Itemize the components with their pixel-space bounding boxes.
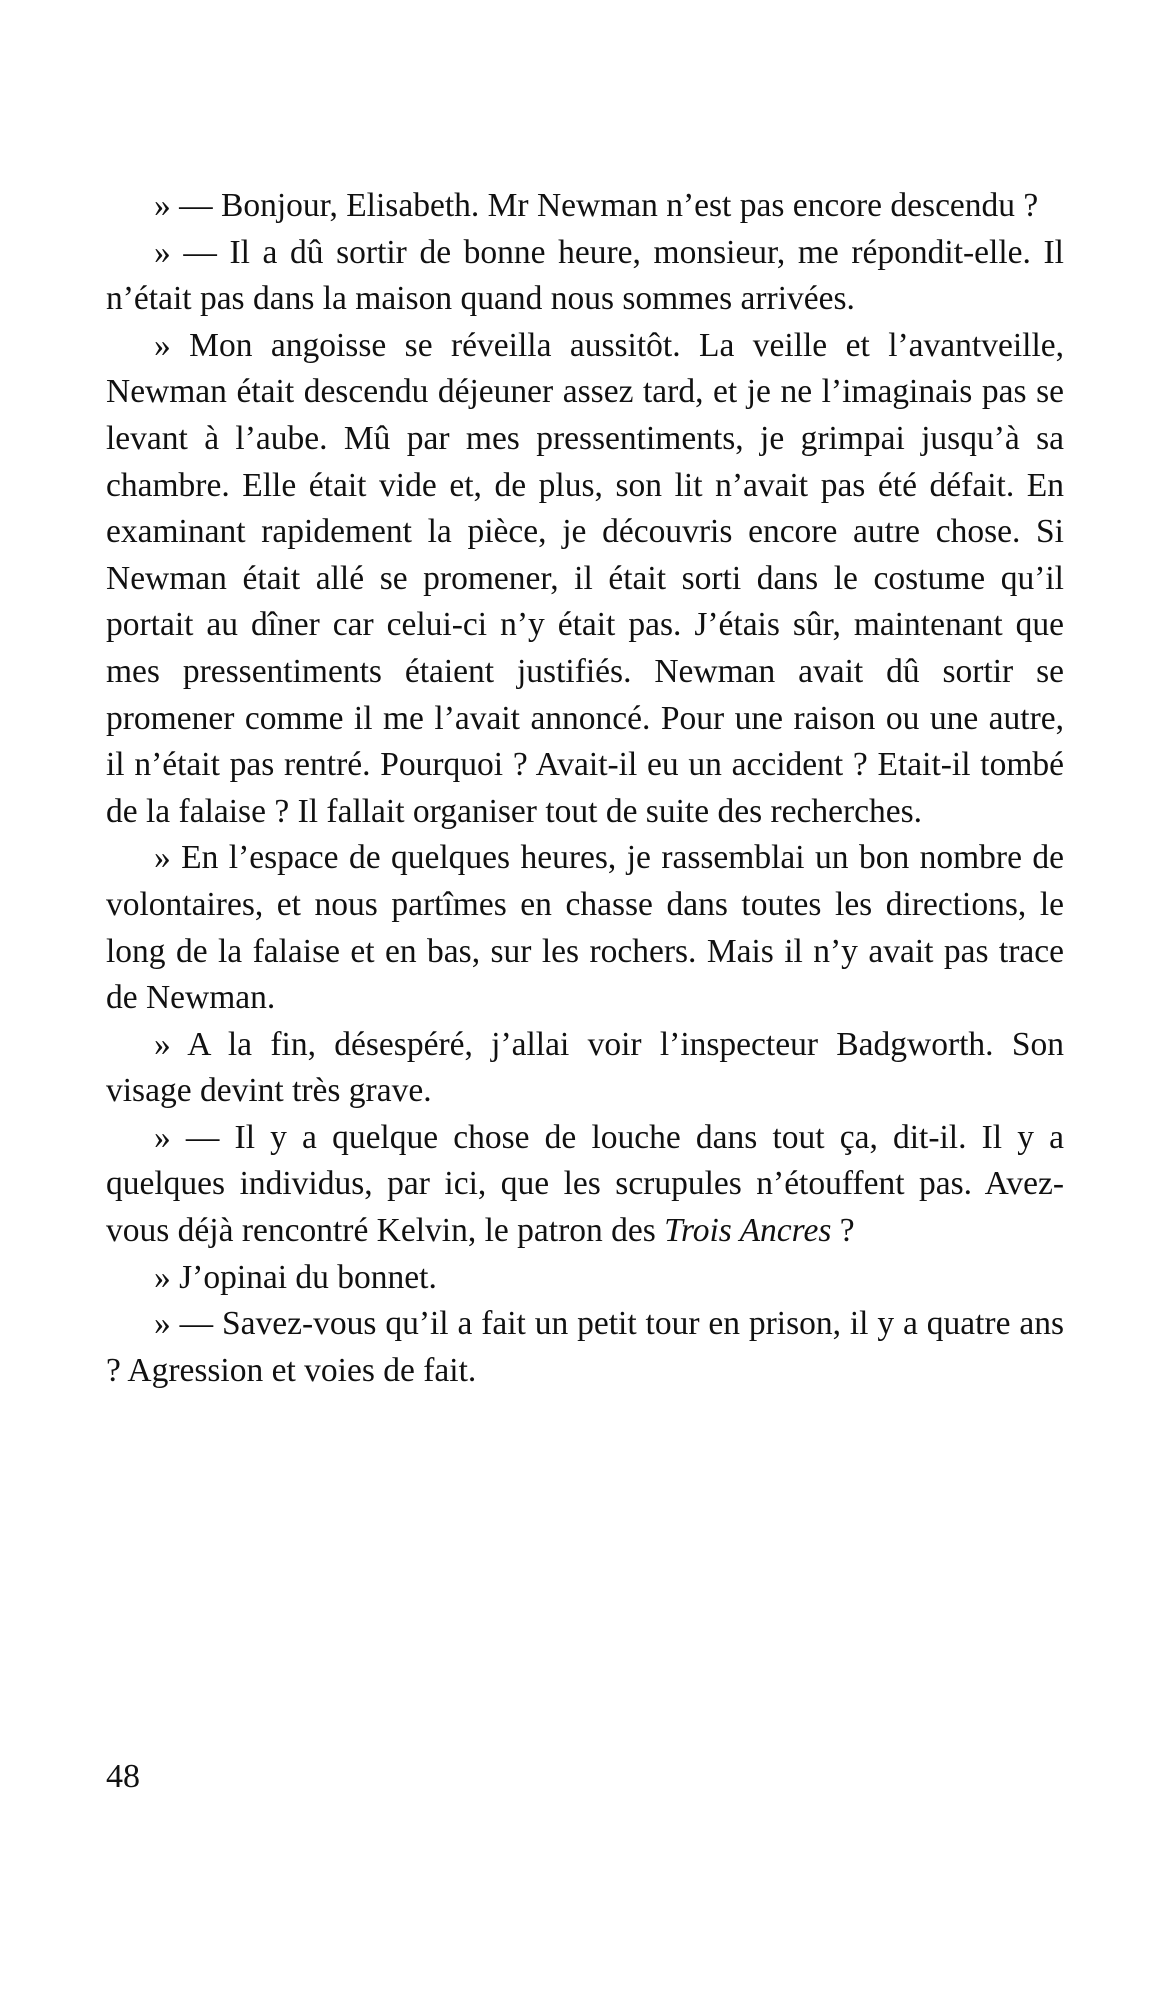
paragraph-dialogue-inspecteur bbox=[106, 1115, 1064, 1255]
paragraph-narration-volontaires: » En l’espace de quelques heures, je rassemblai un bon nombre de volontaires, et nous partîmes en chasse dans toutes les directions, le long de la falaise et en bas, sur les rochers. Mais il n’y avait pas trace de Newman. bbox=[106, 839, 1064, 1017]
paragraph-dialogue-bonjour: » — Bonjour, Elisabeth. Mr Newman n’est pas encore descendu ? bbox=[154, 187, 1039, 224]
inn-name-italic: Trois Ancres bbox=[664, 1212, 832, 1250]
paragraph-narration-angoisse: » Mon angoisse se réveilla aussitôt. La veille et l’avantveille, Newman était descendu déjeuner assez tard, et je ne l’imaginais pas se levant à l’aube. Mû par mes pressentiments, je grimpai jusqu’à sa chambre. Elle était vide et, de plus, son lit n’avait pas été défait. En examinant rapidement la pièce, je découvris encore autre chose. Si Newman était allé se promener, il était sorti dans le costume qu’il portait au dîner car celui-ci n’y était pas. J’étais sûr, maintenant que mes pressentiments étaient justifiés. Newman avait dû sortir se promener comme il me l’avait annoncé. Pour une raison ou une autre, il n’était pas rentré. Pourquoi ? Avait-il eu un accident ? Etait-il tombé de la falaise ? Il fallait organiser tout de suite des recherches. bbox=[106, 326, 1064, 830]
paragraph-text-segment: ? bbox=[831, 1212, 855, 1250]
paragraph-narration-bonnet: » J’opinai du bonnet. bbox=[154, 1258, 437, 1296]
paragraph-dialogue-elisabeth-reply: » — Il a dû sortir de bonne heure, monsieur, me répondit-elle. Il n’était pas dans la maison quand nous sommes arrivées. bbox=[106, 233, 1064, 318]
page-number: 48 bbox=[106, 1758, 140, 1795]
paragraph-narration-inspecteur: » A la fin, désespéré, j’allai voir l’inspecteur Badgworth. Son visage devint très grave. bbox=[106, 1025, 1064, 1110]
body-text bbox=[106, 183, 1064, 1394]
paragraph-dialogue-prison: » — Savez-vous qu’il a fait un petit tour en prison, il y a quatre ans ? Agression et voies de fait. bbox=[106, 1305, 1064, 1389]
paragraph-text-segment: » — Il y a quelque chose de louche dans tout ça, dit-il. Il y a quelques individus, par ici, que les scrupules n’étouffent pas. Avez-vous déjà rencontré Kelvin, le patron des bbox=[106, 1118, 1064, 1250]
